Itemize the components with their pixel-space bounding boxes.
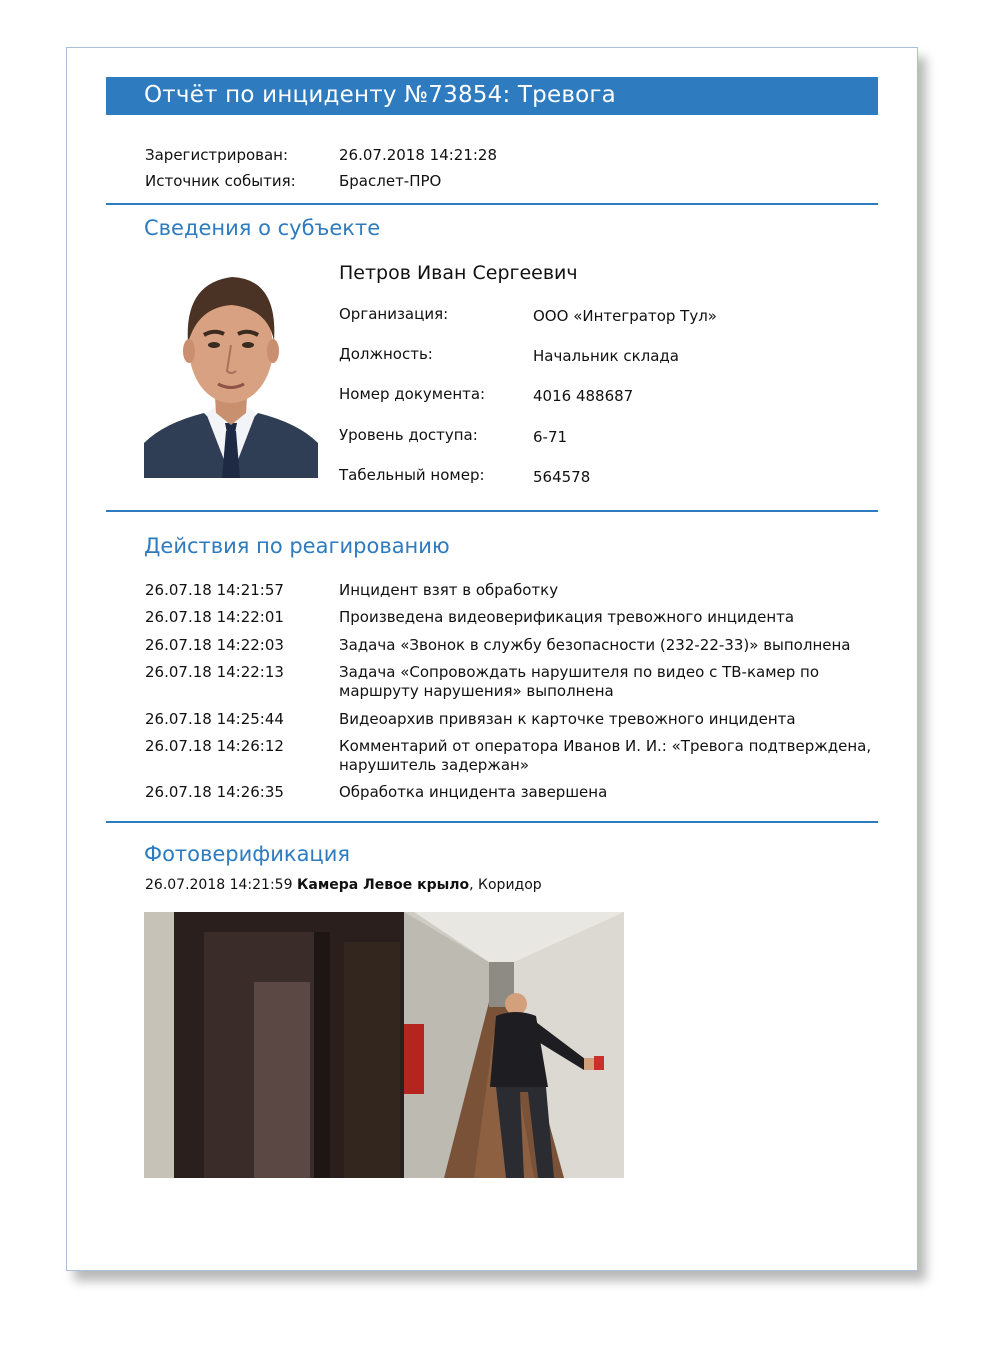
action-text: Задача «Сопровождать нарушителя по видео с ТВ-камер по маршруту нарушения» выполнена	[339, 663, 820, 700]
action-text: Инцидент взят в обработку	[339, 581, 559, 599]
action-text: Задача «Звонок в службу безопасности (232-22-33)» выполнена	[339, 636, 851, 654]
action-text: Произведена видеоверификация тревожного инцидента	[339, 608, 795, 626]
action-text: Комментарий от оператора Иванов И. И.: «Тревога подтверждена, нарушитель задержан»	[339, 737, 872, 774]
subject-name: Петров Иван Сергеевич	[339, 262, 578, 284]
action-time: 26.07.18 14:26:35	[145, 783, 284, 801]
registered-value: 26.07.2018 14:21:28	[339, 146, 498, 164]
field-value: 564578	[533, 468, 591, 486]
actions-section-title: Действия по реагированию	[144, 534, 450, 558]
photo-timestamp: 26.07.2018 14:21:59	[145, 877, 293, 893]
action-time: 26.07.18 14:21:57	[145, 581, 284, 599]
field-label: Номер документа:	[339, 385, 486, 403]
action-time: 26.07.18 14:25:44	[145, 710, 284, 728]
subject-section-title: Сведения о субъекте	[144, 216, 381, 240]
field-label: Должность:	[339, 345, 433, 363]
action-time: 26.07.18 14:26:12	[145, 737, 284, 755]
photo-camera: Камера Левое крыло	[296, 877, 470, 893]
photo-section-title: Фотоверификация	[144, 842, 351, 866]
field-label: Табельный номер:	[339, 466, 485, 484]
divider	[106, 510, 878, 512]
report-title: Отчёт по инциденту №73854: Тревога	[144, 82, 616, 108]
field-value: Начальник склада	[533, 347, 679, 365]
action-time: 26.07.18 14:22:13	[145, 663, 284, 681]
field-label: Уровень доступа:	[339, 426, 478, 444]
field-value: 4016 488687	[533, 387, 634, 405]
action-text: Видеоархив привязан к карточке тревожного инцидента	[339, 710, 796, 728]
source-value: Браслет-ПРО	[339, 172, 442, 190]
photo-location: , Коридор	[469, 877, 542, 893]
action-time: 26.07.18 14:22:03	[145, 636, 284, 654]
field-value: 6-71	[533, 428, 568, 446]
subject-photo	[144, 263, 318, 478]
photo-caption	[145, 877, 542, 893]
camera-snapshot	[144, 912, 624, 1178]
source-label: Источник события:	[145, 172, 296, 190]
registered-label: Зарегистрирован:	[145, 146, 289, 164]
field-label: Организация:	[339, 305, 449, 323]
divider	[106, 821, 878, 823]
field-value: ООО «Интегратор Тул»	[533, 307, 717, 325]
report-header	[106, 77, 878, 115]
action-text: Обработка инцидента завершена	[339, 783, 608, 801]
divider	[106, 203, 878, 205]
action-time: 26.07.18 14:22:01	[145, 608, 284, 626]
